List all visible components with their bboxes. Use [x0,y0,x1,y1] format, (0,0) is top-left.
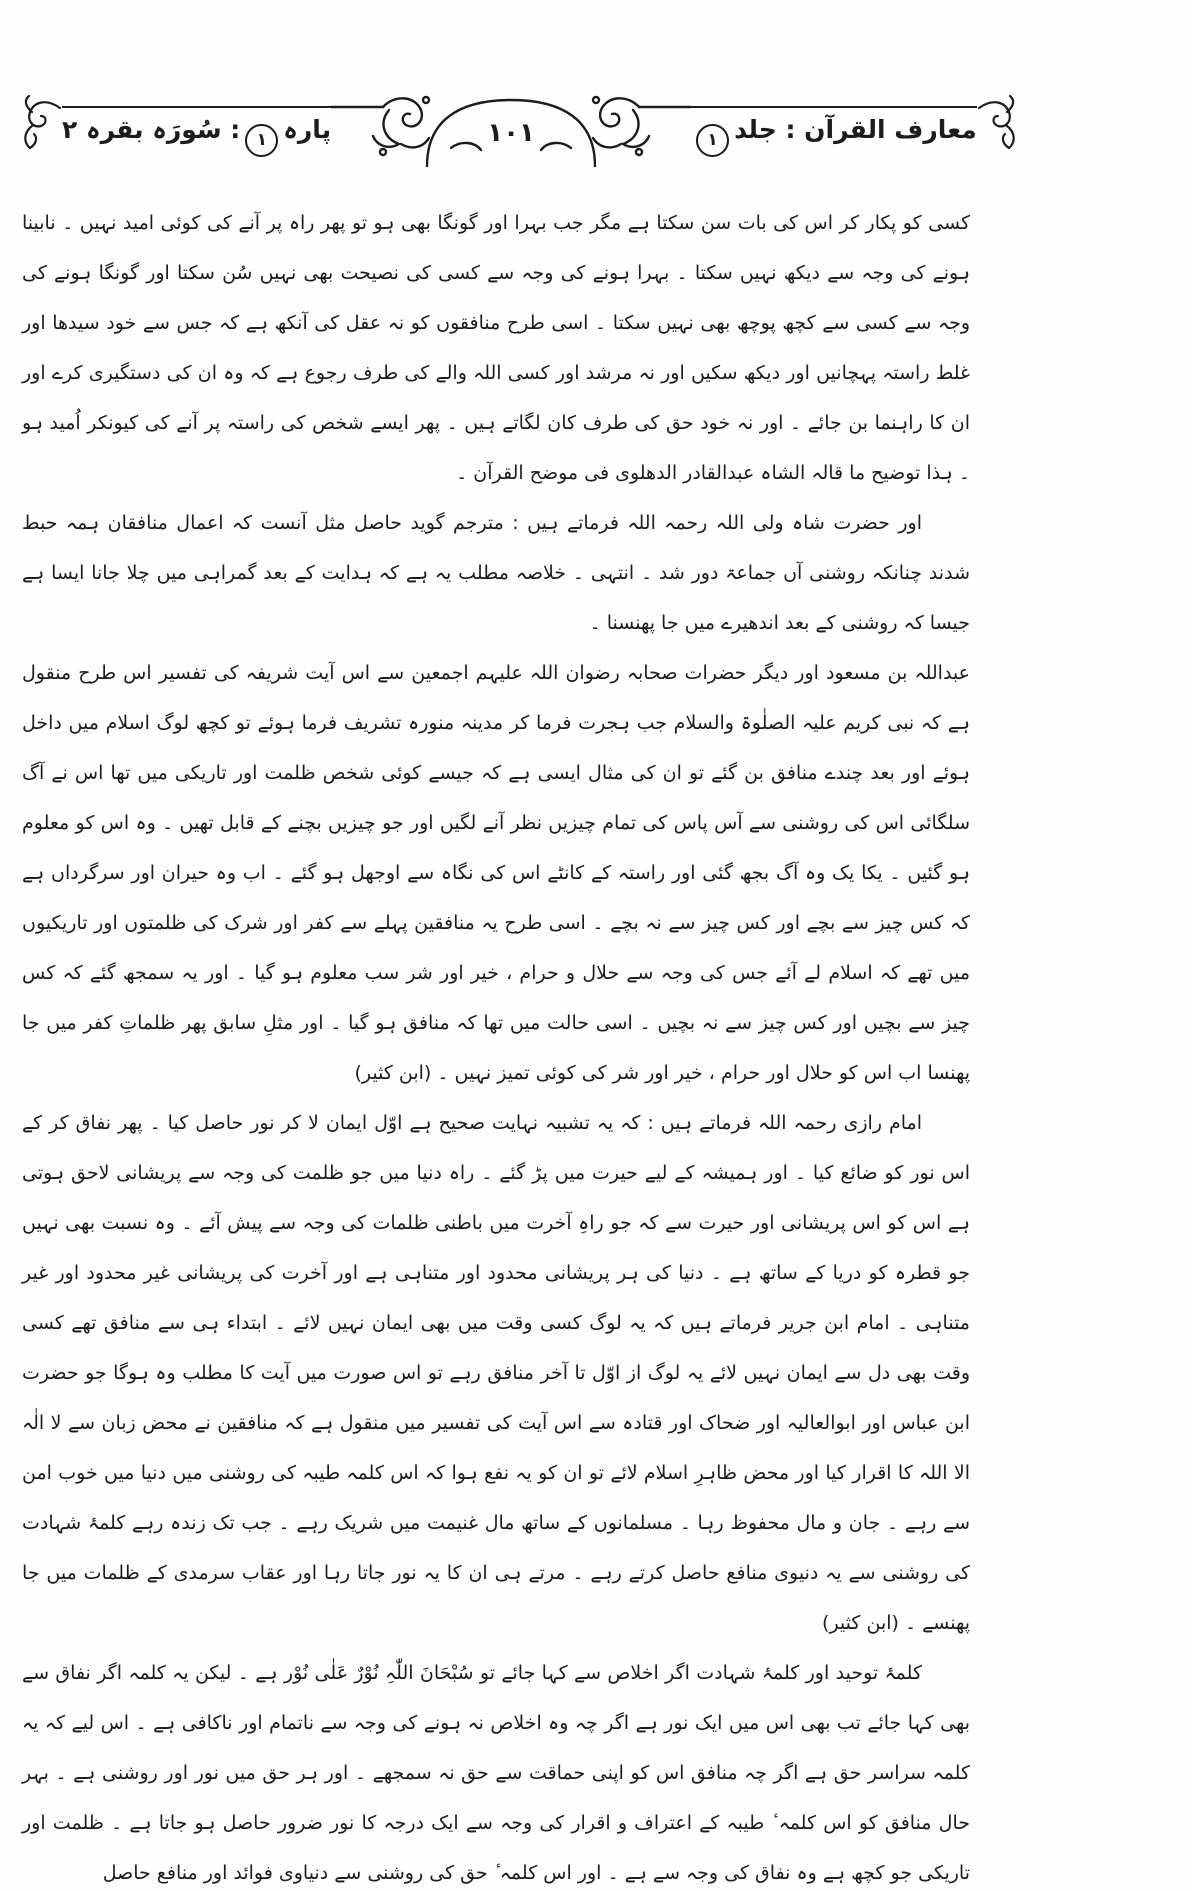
paragraph: عبداللہ بن مسعود اور دیگر حضرات صحابہ رضوان اللہ علیہم اجمعین سے اس آیت شریفہ کی تفسیر اس طرح منقول ہے کہ نبی کریم علیہ الصلٰوۃ والسلام جب ہجرت فرما کر مدینہ منورہ تشریف فرما ہوئے تو کچھ لوگ اسلام میں داخل ہوئے اور بعد چندے منافق بن گئے تو ان کی مثال ایسی ہے کہ جیسے کوئی شخص ظلمت اور تاریکی میں تھا اس نے آگ سلگائی اس کی روشنی سے آس پاس کی تمام چیزیں نظر آنے لگیں اور جو چیزیں بچنے کے قابل تھیں ۔ وہ اس کو معلوم ہو گئیں ۔ یکا یک وہ آگ بجھ گئی اور راستہ کے کانٹے اس کی نگاہ سے اوجھل ہو گئے ۔ اب وہ حیران اور سرگرداں ہے کہ کس چیز سے بچے اور کس چیز سے نہ بچے ۔ اسی طرح یہ منافقین پہلے سے کفر اور شرک کی ظلمتوں اور تاریکیوں میں تھے کہ اسلام لے آئے جس کی وجہ سے حلال و حرام ، خیر اور شر سب معلوم ہو گیا ۔ اور یہ سمجھ گئے کہ کس چیز سے بچیں اور کس چیز سے نہ بچیں ۔ اسی حالت میں تھا کہ منافق ہو گیا ۔ اور مثلِ سابق پھر ظلماتِ کفر میں جا پھنسا اب اس کو حلال اور حرام ، خیر اور شر کی کوئی تمیز نہیں ۔ (ابن کثیر) [22,662,971,1084]
page-header [20,88,977,180]
title-label: معارف القرآن : جلد [734,115,977,144]
para-number-badge: ۱ [245,124,278,157]
paragraph: امام رازی رحمہ اللہ فرماتے ہیں : کہ یہ تشبیہ نہایت صحیح ہے اوّل ایمان لا کر نور حاصل کیا ۔ پھر نفاق کر کے اس نور کو ضائع کیا ۔ اور ہمیشہ کے لیے حیرت میں پڑ گئے ۔ راہ دنیا میں جو ظلمت کی وجہ سے پریشانی لاحق ہوتی ہے اس کو اس پریشانی اور حیرت سے کہ جو راہِ آخرت میں باطنی ظلمات کی وجہ سے پیش آئے ۔ وہ نسبت بھی نہیں جو قطرہ کو دریا کے ساتھ ہے ۔ دنیا کی ہر پریشانی محدود اور متناہی ہے اور آخرت کی پریشانی غیر محدود اور غیر متناہی ۔ امام ابن جریر فرماتے ہیں کہ یہ لوگ کسی وقت میں بھی ایمان نہیں لائے ۔ ابتداء ہی سے منافق تھے کسی وقت بھی دل سے ایمان نہیں لائے یہ لوگ از اوّل تا آخر منافق رہے تو اس صورت میں آیت کا مطلب وہ ہوگا جو حضرت ابن عباس اور ابوالعالیہ اور ضحاک اور قتادہ سے اس آیت کی تفسیر میں منقول ہے کہ منافقین نے محض زبان سے لا الٰہ الا اللہ کا اقرار کیا اور محض ظاہرِ اسلام لائے تو ان کو یہ نفع ہوا کہ اس کلمہ طیبہ کی روشنی میں دنیا میں خوب امن سے رہے ۔ جان و مال محفوظ رہا ۔ مسلمانوں کے ساتھ مال غنیمت میں شریک رہے ۔ جب تک زندہ رہے کلمۂ شہادت کی روشنی سے یہ دنیوی منافع حاصل کرتے رہے ۔ مرتے ہی ان کا یہ نور جاتا رہا اور عقاب سرمدی کے ظلمات میں جا پھنسے ۔ (ابن کثیر) [22,1112,970,1634]
paragraph: کلمۂ توحید اور کلمۂ شہادت اگر اخلاص سے کہا جائے تو سُبْحَانَ اللّٰہِ نُوْرٌ عَلٰی نُوْر ہے ۔ لیکن یہ کلمہ اگر نفاق سے بھی کہا جائے تب بھی اس میں ایک نور ہے اگر چہ وہ اخلاص نہ ہونے کی وجہ سے ناتمام اور ناکافی ہے ۔ اس لیے کہ یہ کلمہ سراسر حق ہے اگر چہ منافق اس کو اپنی حماقت سے حق نہ سمجھے ۔ اور ہر حق میں نور اور روشنی ہے ۔ بہر حال منافق کو اس کلمہ ٔ طیبہ کے اعتراف و اقرار کی وجہ سے ایک درجہ کا نور ضرور حاصل ہو جاتا ہے ۔ ظلمت اور تاریکی جو کچھ ہے وہ نفاق کی وجہ سے ہے ۔ اور اس کلمہ ٔ حق کی روشنی سے دنیاوی فوائد اور منافع حاصل [22,1662,970,1884]
volume-number-badge: ۱ [696,124,729,157]
header-right-section [691,106,977,157]
paragraph: کسی کو پکار کر اس کی بات سن سکتا ہے مگر جب بہرا اور گونگا بھی ہو تو پھر راہ پر آنے کی کوئی امید نہیں ۔ نابینا ہونے کی وجہ سے دیکھ نہیں سکتا ۔ بہرا ہونے کی وجہ سے کسی کی نصیحت بھی نہیں سُن سکتا اور گونگا ہونے کی وجہ سے کسی سے کچھ پوچھ بھی نہیں سکتا ۔ اسی طرح منافقوں کو نہ عقل کی آنکھ ہے کہ جس سے خود سیدھا اور غلط راستہ پہچانیں اور دیکھ سکیں اور نہ مرشد اور کسی اللہ والے کی طرف رجوع ہے کہ وہ ان کی دستگیری کرے اور ان کا راہنما بن جائے ۔ اور نہ خود حق کی طرف کان لگاتے ہیں ۔ پھر ایسے شخص کی راستہ پر آنے کی کیونکر اُمید ہو ۔ ہذا توضیح ما قالہ الشاہ عبدالقادر الدھلوی فی موضح القرآن ۔ [22,212,970,484]
page-number: ۱۰۱ [487,118,535,148]
tafsir-body [22,198,970,1891]
para-surah-title [62,115,331,157]
para-label: پارہ [283,115,332,144]
header-center-ornament [331,88,691,180]
header-left-section [62,106,331,157]
corner-flourish-left-icon [20,94,62,156]
corner-flourish-right-icon [977,94,1019,156]
surah-label: : سُورَہ بقرہ ۲ [62,115,241,144]
paragraph: اور حضرت شاہ ولی اللہ رحمہ اللہ فرماتے ہیں : مترجم گوید حاصل مثل آنست کہ اعمال منافقان ہمہ حبط شدند چنانکہ روشنی آں جماعۃ دور شد ۔ انتہی ۔ خلاصہ مطلب یہ ہے کہ ہدایت کے بعد گمراہی میں چلا جانا ایسا ہے جیسا کہ روشنی کے بعد اندھیرے میں جا پھنسنا ۔ [22,512,970,634]
book-title [691,115,977,157]
